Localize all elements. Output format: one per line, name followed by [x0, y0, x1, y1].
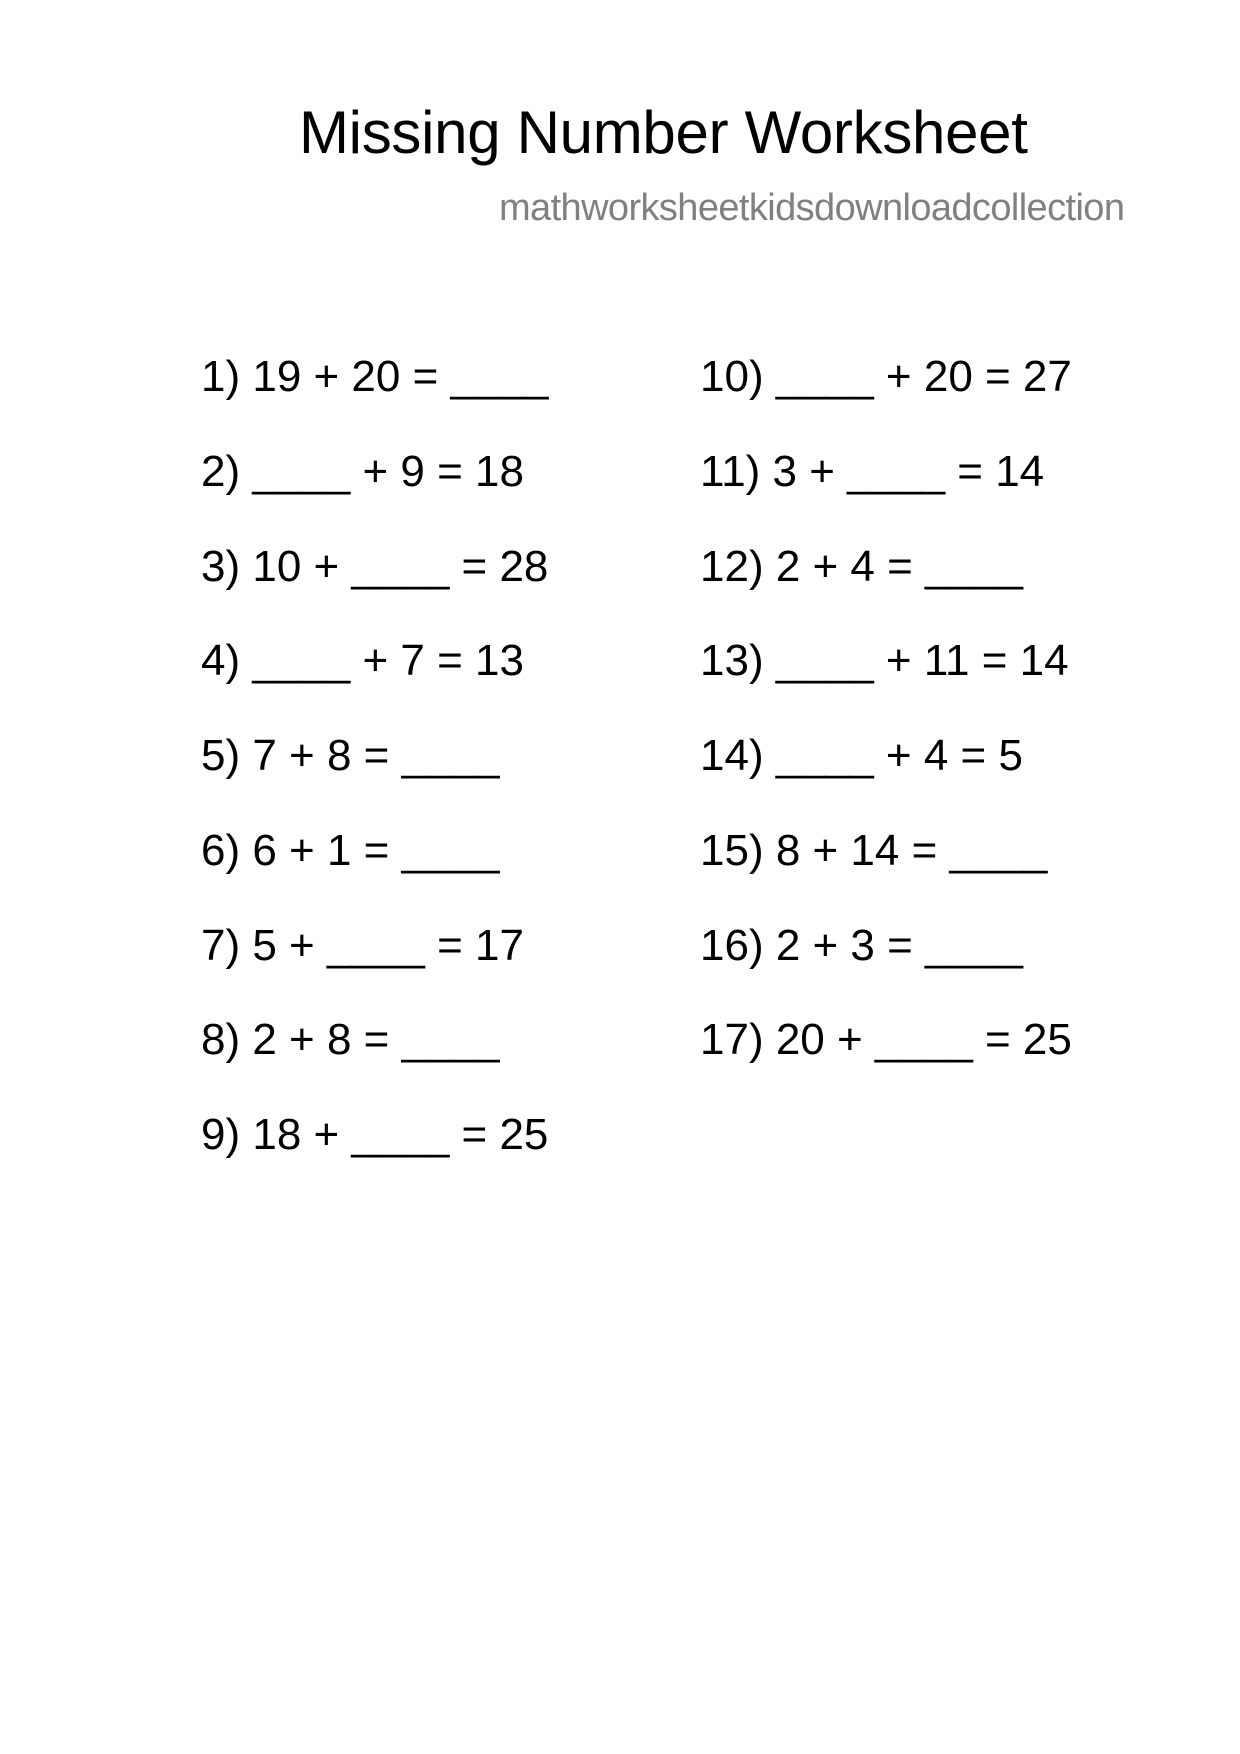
problem-14: 14) ____ + 4 = 5: [700, 731, 1023, 780]
problem-16: 16) 2 + 3 = ____: [700, 920, 1023, 970]
problem-6: 6) 6 + 1 = ____: [201, 825, 500, 875]
problem-9: 9) 18 + ____ = 25: [201, 1110, 549, 1159]
problem-8: 8) 2 + 8 = ____: [201, 1015, 500, 1065]
problem-3: 3) 10 + ____ = 28: [201, 541, 549, 591]
worksheet-title: Missing Number Worksheet: [299, 99, 1028, 166]
problem-13: 13) ____ + 11 = 14: [700, 636, 1069, 686]
problem-7: 7) 5 + ____ = 17: [201, 920, 524, 970]
problems-right-column: [700, 350, 1072, 1108]
problem-2: 2) ____ + 9 = 18: [201, 446, 524, 496]
problem-12: 12) 2 + 4 = ____: [700, 541, 1023, 591]
problem-17: 17) 20 + ____ = 25: [700, 1015, 1072, 1065]
problem-15: 15) 8 + 14 = ____: [700, 825, 1048, 875]
problem-11: 11) 3 + ____ = 14: [700, 446, 1045, 496]
worksheet-subtitle: mathworksheetkidsdownloadcollection: [499, 187, 1125, 229]
problem-1: 1) 19 + 20 = ____: [201, 352, 549, 401]
problem-5: 5) 7 + 8 = ____: [201, 731, 500, 780]
problem-4: 4) ____ + 7 = 13: [201, 636, 524, 686]
problem-10: 10) ____ + 20 = 27: [700, 352, 1072, 401]
problems-left-column: [201, 350, 548, 1203]
